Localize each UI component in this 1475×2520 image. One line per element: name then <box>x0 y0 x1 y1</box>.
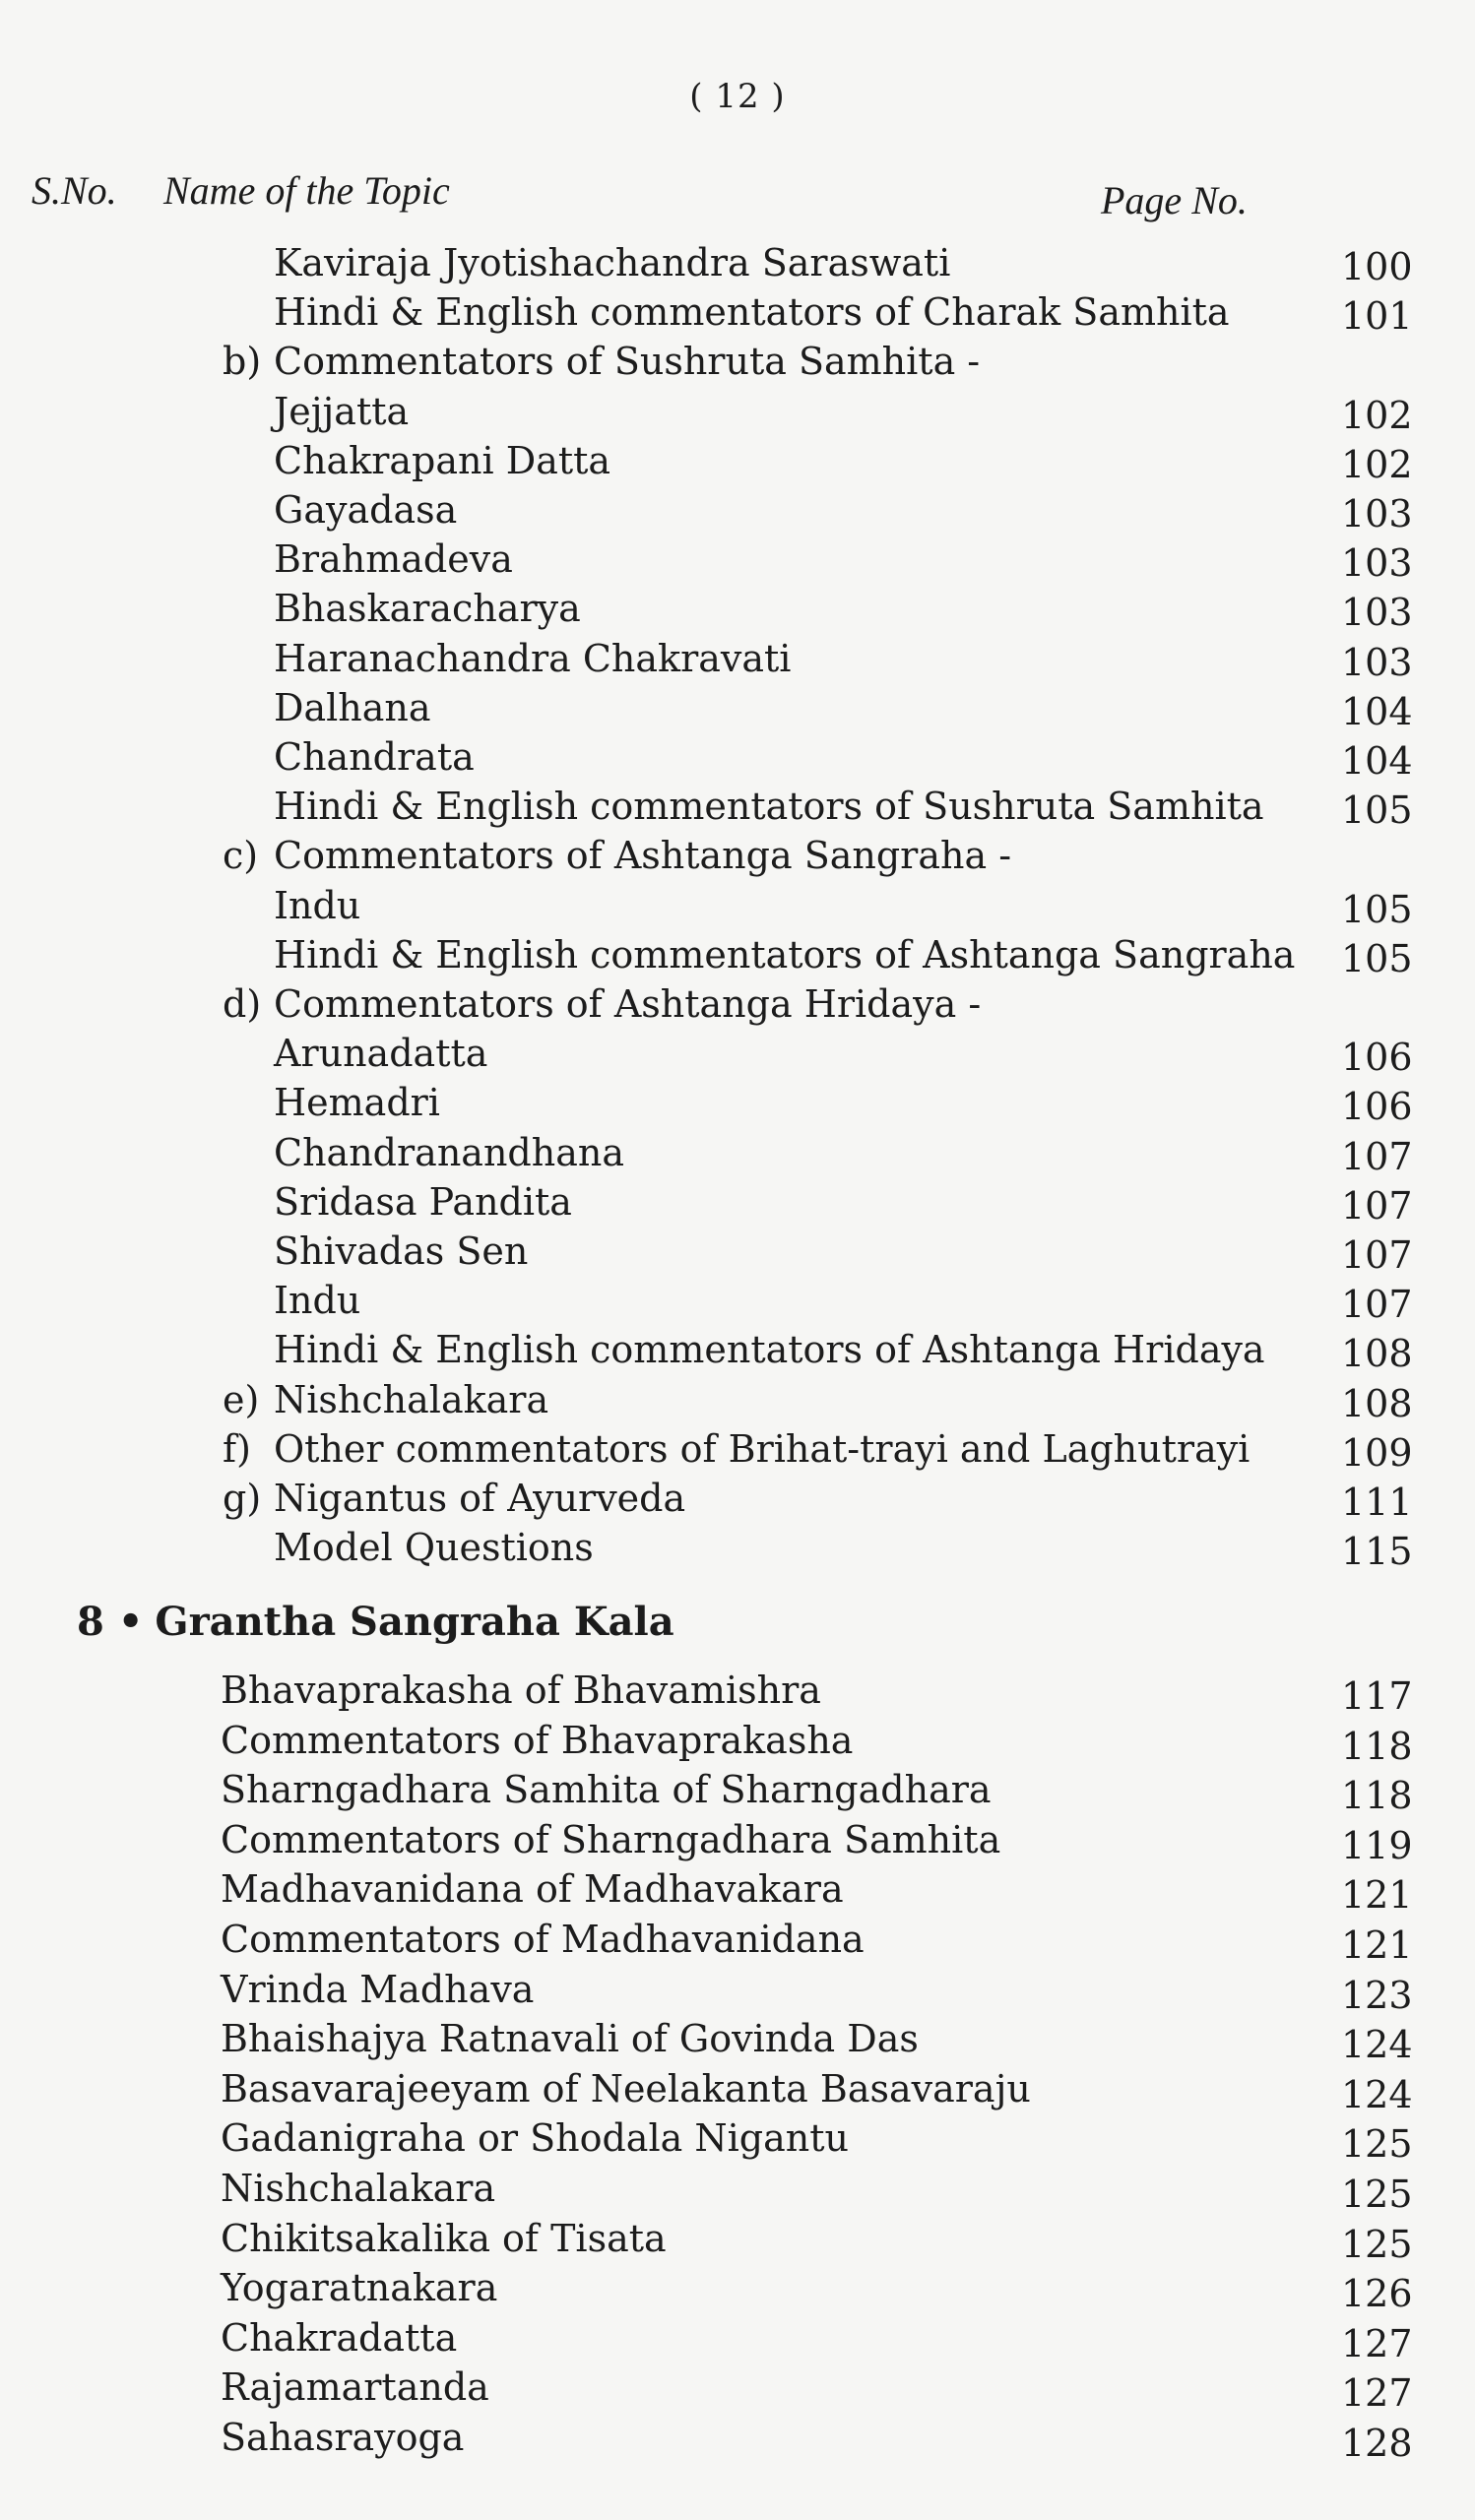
toc-row-label: Chakrapani Datta <box>274 439 611 482</box>
chapter-toc-row-label: Commentators of Madhavanidana <box>221 1918 865 1961</box>
toc-row-label: Commentators of Sushruta Samhita - <box>274 340 981 383</box>
chapter-toc-row-label: Gadanigraha or Shodala Nigantu <box>221 2116 849 2160</box>
toc-row-label: Indu <box>274 884 361 927</box>
toc-row-page: 105 <box>1341 937 1413 980</box>
chapter-toc-row-label: Vrinda Madhava <box>221 1968 535 2011</box>
toc-row-page: 105 <box>1341 788 1413 832</box>
toc-row-label: Arunadatta <box>274 1032 488 1075</box>
chapter-toc-row-page: 123 <box>1341 1974 1413 2017</box>
toc-row-label: Indu <box>274 1279 361 1322</box>
toc-row-label: Chandrata <box>274 735 475 779</box>
chapter-toc-row-page: 118 <box>1341 1774 1413 1817</box>
toc-row-marker: d) <box>223 982 262 1026</box>
toc-row-page: 103 <box>1341 591 1413 634</box>
toc-row-page: 101 <box>1341 294 1413 338</box>
toc-row-page: 108 <box>1341 1382 1413 1425</box>
chapter-toc-row-page: 119 <box>1341 1824 1413 1867</box>
chapter-toc-row-page: 121 <box>1341 1873 1413 1917</box>
chapter-toc-row-label: Commentators of Sharngadhara Samhita <box>221 1818 1001 1861</box>
toc-row-label: Dalhana <box>274 686 431 729</box>
page-number: ( 12 ) <box>689 77 786 116</box>
toc-row-page: 105 <box>1341 888 1413 931</box>
chapter-toc-row-page: 124 <box>1341 2073 1413 2116</box>
toc-row-label: Shivadas Sen <box>274 1229 529 1273</box>
toc-row-marker: b) <box>223 340 262 383</box>
chapter-toc-row-label: Sahasrayoga <box>221 2416 465 2459</box>
toc-row-page: 106 <box>1341 1036 1413 1079</box>
toc-row-page: 115 <box>1341 1530 1413 1573</box>
chapter-toc-row-page: 127 <box>1341 2371 1413 2415</box>
toc-row-page: 106 <box>1341 1085 1413 1128</box>
toc-row-marker: e) <box>223 1378 260 1421</box>
chapter-toc-row-label: Chikitsakalika of Tisata <box>221 2217 667 2260</box>
toc-row-page: 107 <box>1341 1184 1413 1228</box>
chapter-toc-row-label: Bhaishajya Ratnavali of Govinda Das <box>221 2017 919 2060</box>
chapter-toc-row-page: 117 <box>1341 1674 1413 1718</box>
chapter-toc-row-page: 118 <box>1341 1725 1413 1768</box>
toc-row-marker: f) <box>223 1427 251 1471</box>
toc-row-page: 103 <box>1341 641 1413 684</box>
toc-row-label: Hindi & English commentators of Ashtanga Hridaya <box>274 1328 1265 1371</box>
chapter-toc-row-page: 121 <box>1341 1923 1413 1967</box>
chapter-toc-row-page: 125 <box>1341 2173 1413 2216</box>
chapter-toc-row-label: Yogaratnakara <box>221 2266 498 2309</box>
toc-row-label: Commentators of Ashtanga Hridaya - <box>274 982 982 1026</box>
chapter-toc-row-label: Sharngadhara Samhita of Sharngadhara <box>221 1768 992 1811</box>
toc-row-label: Hindi & English commentators of Ashtanga Sangraha <box>274 933 1296 976</box>
toc-row-label: Chandranandhana <box>274 1131 625 1174</box>
toc-row-page: 104 <box>1341 690 1413 733</box>
chapter-bullet: • <box>117 1599 144 1645</box>
chapter-toc-row-page: 126 <box>1341 2272 1413 2315</box>
toc-row-page: 100 <box>1341 245 1413 288</box>
toc-row-label: Gayadasa <box>274 488 458 532</box>
toc-row-label: Hemadri <box>274 1081 440 1124</box>
chapter-toc-row-label: Basavarajeeyam of Neelakanta Basavaraju <box>221 2067 1031 2110</box>
toc-row-label: Sridasa Pandita <box>274 1180 572 1224</box>
chapter-toc-row-page: 125 <box>1341 2122 1413 2166</box>
toc-row-label: Bhaskaracharya <box>274 587 581 630</box>
toc-row-label: Hindi & English commentators of Charak Samhita <box>274 290 1230 334</box>
chapter-toc-row-label: Chakradatta <box>221 2316 458 2360</box>
toc-row-label: Haranachandra Chakravati <box>274 637 792 680</box>
column-header-topic: Name of the Topic <box>163 168 450 213</box>
chapter-toc-row-page: 127 <box>1341 2322 1413 2365</box>
toc-row-label: Jejjatta <box>274 390 410 433</box>
toc-row-label: Hindi & English commentators of Sushruta Samhita <box>274 785 1264 828</box>
chapter-number: 8 <box>77 1599 104 1645</box>
toc-row-label: Brahmadeva <box>274 537 513 581</box>
toc-row-page: 107 <box>1341 1135 1413 1178</box>
chapter-toc-row-label: Nishchalakara <box>221 2167 496 2210</box>
chapter-toc-row-label: Madhavanidana of Madhavakara <box>221 1867 844 1911</box>
column-header-sno: S.No. <box>32 168 117 213</box>
toc-row-marker: g) <box>223 1477 262 1520</box>
chapter-toc-row-page: 128 <box>1341 2422 1413 2465</box>
chapter-heading <box>77 1599 674 1645</box>
toc-row-page: 102 <box>1341 443 1413 486</box>
toc-row-label: Other commentators of Brihat-trayi and Laghutrayi <box>274 1427 1251 1471</box>
toc-row-page: 107 <box>1341 1233 1413 1277</box>
toc-row-page: 109 <box>1341 1431 1413 1475</box>
chapter-toc-row-page: 124 <box>1341 2023 1413 2066</box>
toc-row-page: 111 <box>1341 1480 1413 1524</box>
toc-row-page: 104 <box>1341 739 1413 783</box>
toc-row-label: Nigantus of Ayurveda <box>274 1477 686 1520</box>
chapter-toc-row-label: Rajamartanda <box>221 2365 489 2409</box>
chapter-toc-row-label: Commentators of Bhavaprakasha <box>221 1719 854 1762</box>
toc-row-page: 102 <box>1341 394 1413 437</box>
column-header-page: Page No. <box>1101 178 1248 222</box>
chapter-toc-row-label: Bhavaprakasha of Bhavamishra <box>221 1669 821 1712</box>
toc-row-marker: c) <box>223 834 259 877</box>
toc-row-page: 103 <box>1341 541 1413 585</box>
toc-row-page: 107 <box>1341 1283 1413 1326</box>
toc-row-page: 103 <box>1341 492 1413 536</box>
chapter-toc-row-page: 125 <box>1341 2223 1413 2266</box>
toc-row-label: Model Questions <box>274 1526 594 1569</box>
toc-row-page: 108 <box>1341 1332 1413 1375</box>
toc-row-label: Nishchalakara <box>274 1378 549 1421</box>
chapter-title: Grantha Sangraha Kala <box>155 1599 674 1645</box>
toc-row-label: Kaviraja Jyotishachandra Saraswati <box>274 241 951 284</box>
toc-row-label: Commentators of Ashtanga Sangraha - <box>274 834 1012 877</box>
